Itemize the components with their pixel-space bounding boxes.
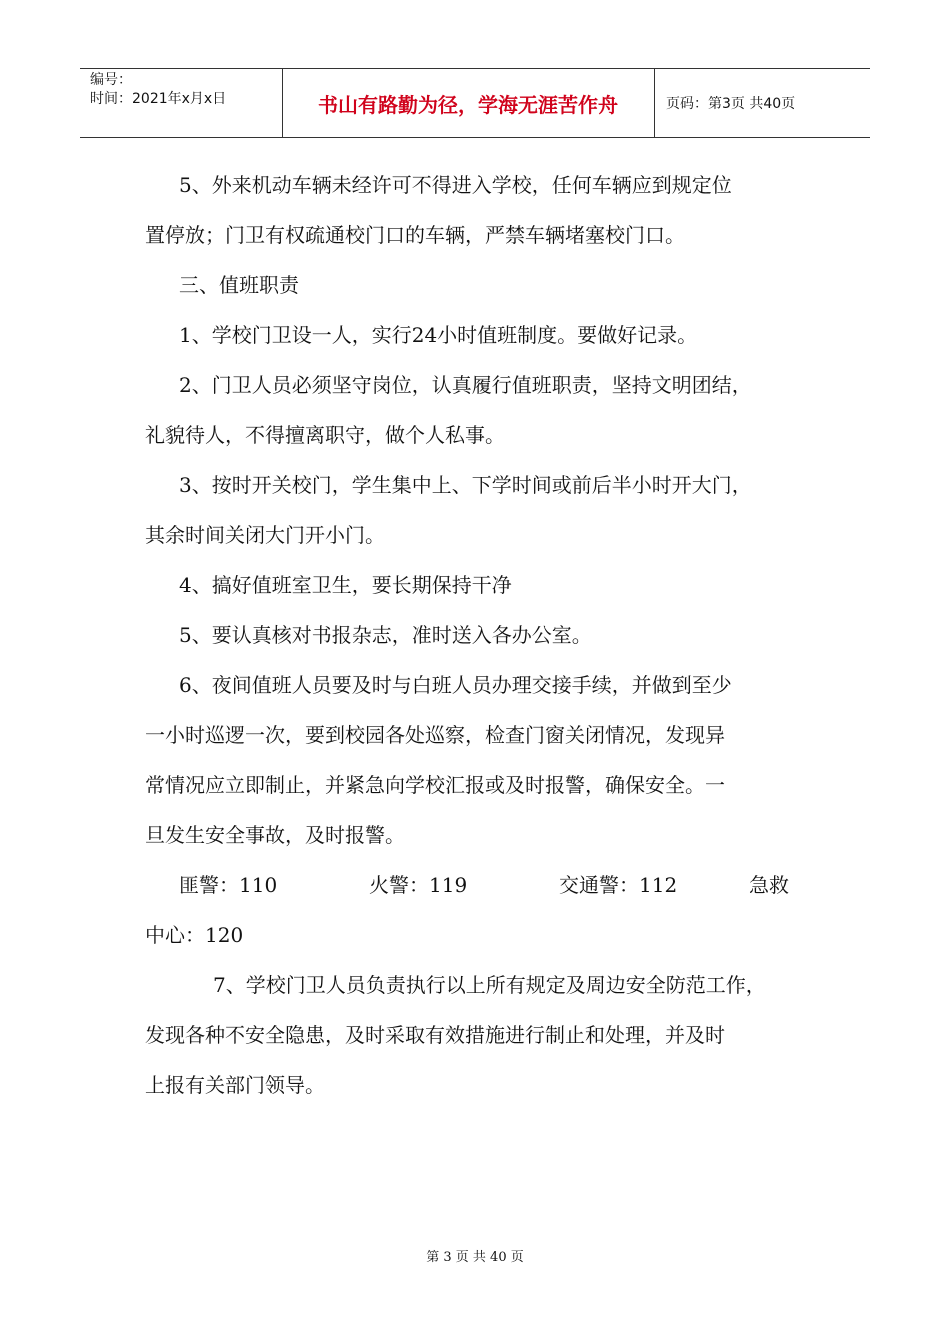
paragraph-line: 其余时间关闭大门开小门。 (145, 523, 385, 547)
header-meta (90, 71, 280, 109)
paragraph-line: 旦发生安全事故，及时报警。 (145, 823, 405, 847)
paragraph-line: 7、学校门卫人员负责执行以上所有规定及周边安全防范工作， (213, 973, 766, 997)
paragraph-line: 常情况应立即制止，并紧急向学校汇报或及时报警，确保安全。一 (145, 773, 725, 797)
paragraph-line: 中心：120 (145, 923, 244, 947)
header-divider (654, 69, 655, 137)
paragraph-line: 上报有关部门领导。 (145, 1073, 325, 1097)
paragraph-line: 5、要认真核对书报杂志，准时送入各办公室。 (179, 623, 592, 647)
paragraph-line: 3、按时开关校门，学生集中上、下学时间或前后半小时开大门， (179, 473, 752, 497)
phone-police: 匪警：110 (179, 873, 278, 897)
paragraph-line: 2、门卫人员必须坚守岗位，认真履行值班职责，坚持文明团结， (179, 373, 752, 397)
phone-fire: 火警：119 (369, 873, 468, 897)
paragraph-line: 礼貌待人，不得擅离职守，做个人私事。 (145, 423, 505, 447)
paragraph-line: 1、学校门卫设一人，实行24小时值班制度。要做好记录。 (179, 323, 698, 347)
document-header (80, 68, 870, 138)
paragraph-line: 4、搞好值班室卫生，要长期保持干净 (179, 573, 512, 597)
header-divider (282, 69, 283, 137)
header-page-info: 页码：第3页 共40页 (666, 96, 796, 112)
phone-emergency: 急救 (749, 873, 789, 897)
page-footer: 第 3 页 共 40 页 (426, 1250, 524, 1265)
paragraph-line: 发现各种不安全隐患，及时采取有效措施进行制止和处理，并及时 (145, 1023, 725, 1047)
header-time: 时间：2021年x月x日 (90, 91, 227, 107)
paragraph-line: 置停放；门卫有权疏通校门口的车辆，严禁车辆堵塞校门口。 (145, 223, 685, 247)
section-title: 三、值班职责 (179, 273, 299, 297)
paragraph-line: 5、外来机动车辆未经许可不得进入学校，任何车辆应到规定位 (179, 173, 732, 197)
header-motto: 书山有路勤为径，学海无涯苦作舟 (318, 92, 618, 117)
phone-traffic: 交通警：112 (559, 873, 678, 897)
paragraph-line: 6、夜间值班人员要及时与白班人员办理交接手续，并做到至少 (179, 673, 732, 697)
emergency-phones (145, 860, 800, 910)
paragraph-line: 一小时巡逻一次，要到校园各处巡察，检查门窗关闭情况，发现异 (145, 723, 725, 747)
header-number: 编号： (90, 72, 132, 88)
document-body (145, 160, 800, 1110)
